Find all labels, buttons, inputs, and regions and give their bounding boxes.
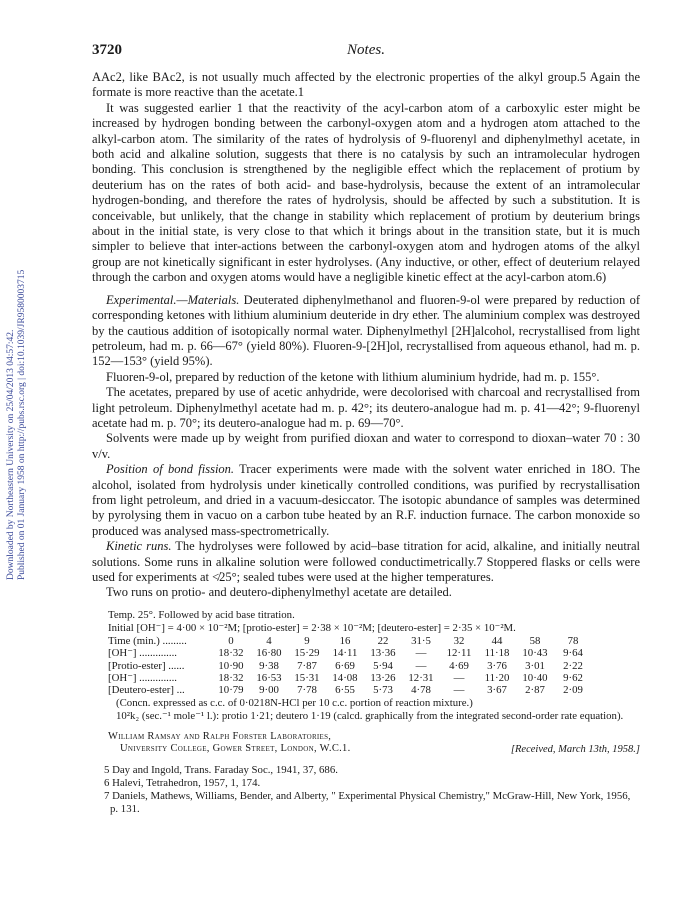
table-row: [108, 672, 592, 684]
table-cell: 58: [529, 634, 541, 647]
table-row: [108, 660, 592, 672]
reference-6: 6 Halevi, Tetrahedron, 1957, 1, 174.: [104, 776, 261, 789]
table-cell: 13·36: [370, 647, 396, 660]
table-cell: 16·53: [256, 672, 282, 685]
table-cell: 9·64: [563, 647, 583, 660]
two-runs-paragraph: Two runs on protio- and deutero-diphenylmethyl acetate are detailed.: [106, 585, 452, 600]
table-row: [108, 684, 592, 696]
table-cell: 10·90: [218, 659, 244, 672]
table-cell: 9·00: [259, 684, 279, 697]
row-label: [OH⁻] ..............: [108, 647, 177, 660]
kinetic-table: [108, 635, 592, 697]
table-cell: 15·31: [294, 672, 320, 685]
kinetic-runs-paragraph: [92, 539, 640, 585]
fluorenol-paragraph: Fluoren-9-ol, prepared by reduction of the ketone with lithium aluminium hydride, had m. p. 155°.: [106, 369, 600, 384]
table-cell: 5·73: [373, 684, 393, 697]
table-cell: 6·55: [335, 684, 355, 697]
page-header: [92, 42, 640, 64]
table-cell: 10·43: [522, 647, 548, 660]
table-cell: 10·40: [522, 672, 548, 685]
institution-address: University College, Gower Street, London, W.C.1.: [120, 743, 351, 755]
table-cell: 9·62: [563, 672, 583, 685]
running-head: Notes.: [347, 42, 385, 58]
publication-notice: Published on 01 January 1958 on http://pubs.rsc.org | doi:10.1039/JR9580003715: [17, 269, 27, 580]
table-cell: 0: [228, 634, 234, 647]
row-label: [Deutero-ester] ...: [108, 684, 185, 697]
table-cell: 32: [453, 634, 465, 647]
affiliation: [92, 731, 640, 756]
reference-5: 5 Day and Ingold, Trans. Faraday Soc., 1941, 37, 686.: [104, 763, 338, 776]
bond-fission-text: Tracer experiments were made with the solvent water enriched in 18O. The alcohol, isolated from hydrolysis under kinetically controlled conditions, was purified by recrystallisation from light petroleum, and dried in a vacuum-desiccator. The isotopic abundance of samples was determined by pyrolysing them in vacuo on a carbon tube heated by an R.F. induction furnace. The carbon monoxide so produced was analysed mass-spectrometrically.: [92, 462, 640, 538]
table-cell: 12·11: [446, 647, 472, 660]
experimental-materials: [92, 293, 640, 370]
table-cell: —: [453, 684, 465, 697]
reference-7: 7 Daniels, Mathews, Williams, Bender, and Alberty, " Experimental Physical Chemistry," McGraw-Hill, New York, 1956, p. 131.: [104, 789, 631, 815]
table-cell: 44: [491, 634, 503, 647]
temperature-line: Temp. 25°. Followed by acid base titration.: [108, 608, 295, 621]
download-notice: Downloaded by Northeastern University on 25/04/2013 04:57:42.: [6, 329, 16, 580]
solvents-paragraph: Solvents were made up by weight from purified dioxan and water to correspond to dioxan–water 70 : 30 v/v.: [92, 431, 640, 461]
row-label: Time (min.) .........: [108, 634, 187, 647]
table-cell: —: [415, 659, 427, 672]
table-cell: 18·32: [218, 647, 244, 660]
received-date: [Received, March 13th, 1958.]: [510, 743, 640, 755]
acetates-paragraph: The acetates, prepared by use of acetic anhydride, were decolorised with charcoal and recrystallised from light petroleum. Diphenylmethyl acetate had m. p. 42°; its deutero-analogue had m. p. 41—42°; 9-fluorenyl acetate had m. p. 70°; its deutero-analogue had m. p. 69—70°.: [92, 385, 640, 430]
table-cell: 18·32: [218, 672, 244, 685]
kinetic-runs-heading: Kinetic runs.: [106, 539, 172, 554]
table-cell: —: [415, 647, 427, 660]
table-cell: 10·79: [218, 684, 244, 697]
row-label: [Protio-ester] ......: [108, 659, 185, 672]
laboratory-name: William Ramsay and Ralph Forster Laboratories,: [108, 730, 332, 742]
table-cell: 2·87: [525, 684, 545, 697]
table-cell: 16·80: [256, 647, 282, 660]
kinetic-runs-text: The hydrolyses were followed by acid–base titration for acid, alkaline, and initially neutral solutions. Some runs in alkaline solution were followed conductimetrically.7 Stoppered flasks or cells were used for experiments at ≮25°; sealed tubes were used at the higher temperatures.: [92, 539, 640, 584]
table-cell: 22: [377, 634, 389, 647]
experimental-heading: Experimental.—Materials.: [106, 292, 240, 307]
references: [92, 764, 640, 816]
bond-fission-paragraph: [92, 462, 640, 539]
table-cell: 5·94: [373, 659, 393, 672]
table-cell: 7·87: [297, 659, 317, 672]
page-number: 3720: [92, 42, 122, 58]
table-cell: 3·76: [487, 659, 507, 672]
table-cell: 4·78: [411, 684, 431, 697]
rate-constant-note: 10²k₂ (sec.⁻¹ mole⁻¹ l.): protio 1·21; deutero 1·19 (calcd. graphically from the integrated second-order rate equation).: [116, 709, 624, 722]
table-cell: 2·22: [563, 659, 583, 672]
table-cell: 11·20: [484, 672, 510, 685]
paragraph-1: AAc2, like BAc2, is not usually much affected by the electronic properties of the alkyl group.5 Again the formate is more reactive than the acetate.1: [92, 70, 640, 100]
table-cell: 2·09: [563, 684, 583, 697]
table-cell: 3·67: [487, 684, 507, 697]
table-cell: 14·11: [332, 647, 358, 660]
table-cell: 11·18: [484, 647, 510, 660]
table-cell: 78: [567, 634, 579, 647]
page-content: [92, 42, 640, 816]
table-row: [108, 635, 592, 647]
concentration-note: (Concn. expressed as c.c. of 0·0218N-HCl per 10 c.c. portion of reaction mixture.): [116, 696, 473, 709]
table-cell: 6·69: [335, 659, 355, 672]
table-cell: 13·26: [370, 672, 396, 685]
table-cell: 12·31: [408, 672, 434, 685]
table-cell: 3·01: [525, 659, 545, 672]
experimental-text: Deuterated diphenylmethanol and fluoren-9-ol were prepared by reduction of corresponding ketones with lithium aluminium deuteride in dry ether. The aluminium complex was destroyed by the cautious addition of isotopically normal water. Diphenylmethyl [2H]alcohol, recrystallised from light petroleum, had m. p. 66—67° (yield 80%). Fluoren-9-[2H]ol, recrystallised from aqueous ethanol, had m. p. 152—153° (yield 95%).: [92, 292, 641, 369]
kinetic-run-data: [92, 609, 640, 723]
table-row: [108, 647, 592, 659]
row-label: [OH⁻] ..............: [108, 672, 177, 685]
initial-concentrations-line: Initial [OH⁻] = 4·00 × 10⁻²M; [protio-ester] = 2·38 × 10⁻²M; [deutero-ester] = 2·35 × 10⁻²M.: [108, 621, 516, 634]
table-cell: 14·08: [332, 672, 358, 685]
table-cell: 9·38: [259, 659, 279, 672]
table-cell: 9: [304, 634, 310, 647]
table-cell: 4·69: [449, 659, 469, 672]
table-cell: 31·5: [411, 634, 431, 647]
table-cell: 4: [266, 634, 272, 647]
table-cell: 7·78: [297, 684, 317, 697]
table-cell: —: [453, 672, 465, 685]
paragraph-2: It was suggested earlier 1 that the reactivity of the acyl-carbon atom of a carboxylic ester might be increased by hydrogen bonding between the carbonyl-oxygen atom and a hydrogen atom attached to the alkyl-carbon atom. The similarity of the rates of hydrolysis of 9-fluorenyl and diphenylmethyl acetate, in both acid and alkaline solution, suggests that there is no catalysis by such an intramolecular hydrogen bonding. This conclusion is strengthened by the negligible effect which the replacement of protium by deuterium has on the rates of both acid- and base-hydrolysis, because the extent of an intramolecular hydrogen-bonding, and therefore the rates of hydrolysis, should be affected by such a substitution. It is conceivable, but unlikely, that the change in stability which replacement of protium by deuterium brings about in the initial state, is very close to that which it brings about in the transition state, but it is much simpler to believe that inter-actions between the carbonyl-oxygen atom and hydrogen atoms of the alkyl group are not kinetically significant in ester hydrolyses. (Any inductive, or other, effect of deuterium relayed through the carbon and oxygen atoms would have a negligible kinetic effect at the acyl-carbon atom.6): [92, 100, 640, 285]
table-cell: 16: [339, 634, 351, 647]
bond-fission-heading: Position of bond fission.: [106, 462, 235, 477]
provenance-sidebar: [2, 140, 28, 580]
table-cell: 15·29: [294, 647, 320, 660]
